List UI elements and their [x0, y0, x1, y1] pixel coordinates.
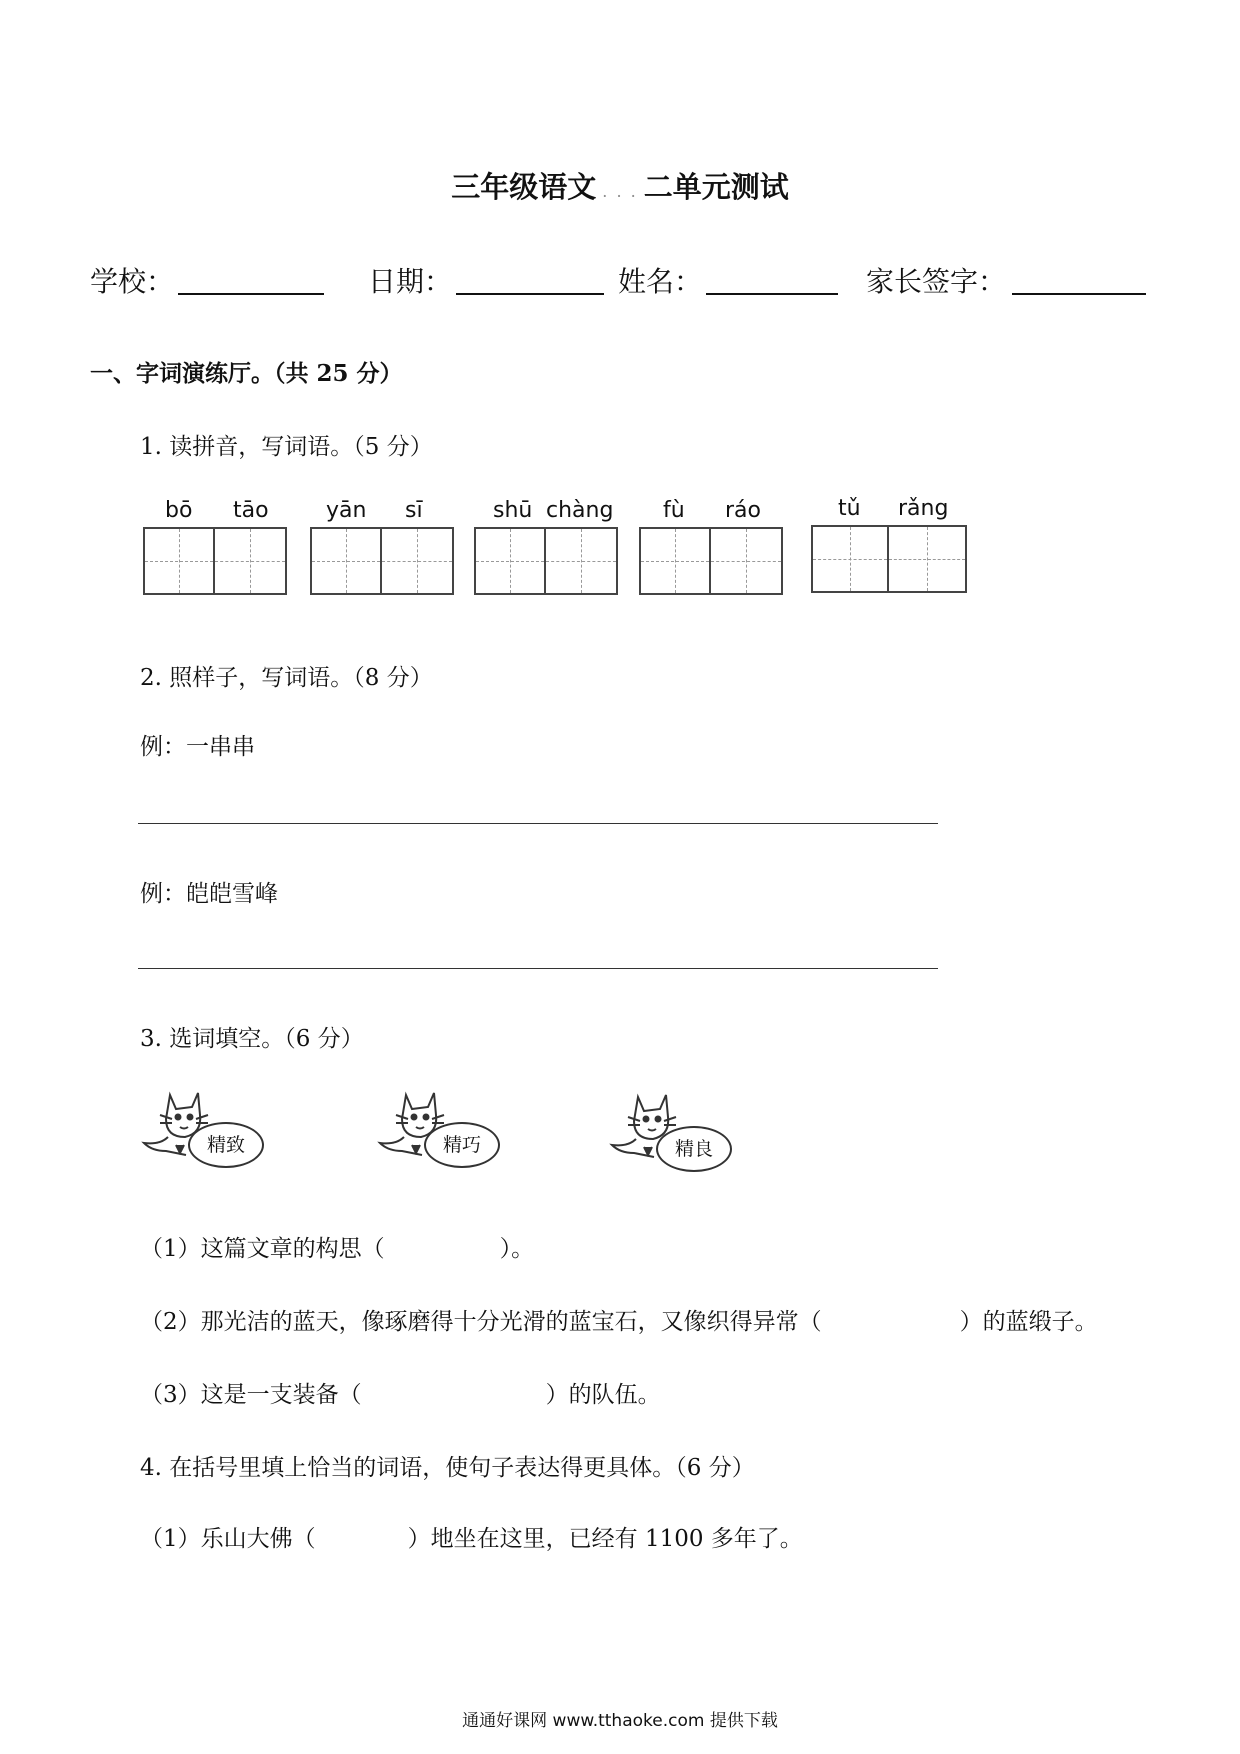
q2-example-2: 例：皑皑雪峰 — [140, 881, 278, 907]
pinyin: sī — [405, 498, 423, 523]
answer-line[interactable] — [138, 968, 938, 969]
pinyin: bō — [165, 498, 193, 523]
pinyin: rǎng — [898, 496, 949, 521]
q3-sentence-3: （3）这是一支装备（ ）的队伍。 — [140, 1382, 661, 1408]
tianzige-cell[interactable] — [546, 529, 616, 593]
pinyin: chàng — [546, 498, 614, 523]
q3-sentence-2: （2）那光洁的蓝天，像琢磨得十分光滑的蓝宝石，又像织得异常（ ）的蓝缎子。 — [140, 1309, 1098, 1335]
tianzige-cell[interactable] — [813, 527, 889, 591]
pinyin: tǔ — [838, 496, 861, 521]
tianzige-cell[interactable] — [312, 529, 382, 593]
school-blank[interactable] — [178, 293, 324, 295]
parent-sign-blank[interactable] — [1012, 293, 1146, 295]
page-title — [0, 165, 1240, 206]
q3-sentence-1: （1）这篇文章的构思（ ）。 — [140, 1236, 535, 1262]
date-label: 日期： — [368, 265, 453, 298]
tianzige-cell[interactable] — [382, 529, 452, 593]
q4-prompt: 4. 在括号里填上恰当的词语，使句子表达得更具体。（6 分） — [140, 1455, 755, 1481]
pinyin: fù — [663, 498, 685, 523]
q4-sentence-1: （1）乐山大佛（ ）地坐在这里，已经有 1100 多年了。 — [140, 1526, 803, 1552]
title-right: 二单元测试 — [643, 170, 789, 204]
tianzige-box[interactable] — [639, 527, 783, 595]
pinyin: tāo — [233, 498, 269, 523]
tianzige-cell[interactable] — [476, 529, 546, 593]
tianzige-box[interactable] — [474, 527, 618, 595]
tianzige-cell[interactable] — [145, 529, 215, 593]
tianzige-box[interactable] — [310, 527, 454, 595]
tianzige-box[interactable] — [811, 525, 967, 593]
footer-credit: 通通好课网 www.tthaoke.com 提供下载 — [462, 1711, 778, 1731]
section-heading: 一、字词演练厅。（共 25 分） — [90, 360, 403, 387]
q2-example-1: 例：一串串 — [140, 734, 255, 760]
q1-prompt: 1. 读拼音，写词语。（5 分） — [140, 434, 433, 460]
title-left: 三年级语文 — [451, 170, 597, 204]
pinyin: shū — [493, 498, 533, 523]
parent-sign-label: 家长签字： — [866, 265, 1007, 298]
pinyin: yān — [326, 498, 367, 523]
q3-prompt: 3. 选词填空。（6 分） — [140, 1026, 364, 1052]
title-dots: . . . — [602, 182, 638, 201]
tianzige-cell[interactable] — [641, 529, 711, 593]
name-blank[interactable] — [706, 293, 838, 295]
q2-prompt: 2. 照样子，写词语。（8 分） — [140, 665, 433, 691]
pinyin: ráo — [725, 498, 761, 523]
word-option: 精巧 — [424, 1122, 500, 1168]
answer-line[interactable] — [138, 823, 938, 824]
tianzige-cell[interactable] — [215, 529, 285, 593]
school-label: 学校： — [90, 265, 175, 298]
tianzige-cell[interactable] — [889, 527, 965, 591]
tianzige-box[interactable] — [143, 527, 287, 595]
date-blank[interactable] — [456, 293, 604, 295]
name-label: 姓名： — [618, 265, 703, 298]
tianzige-cell[interactable] — [711, 529, 781, 593]
word-option: 精致 — [188, 1122, 264, 1168]
word-option: 精良 — [656, 1126, 732, 1172]
